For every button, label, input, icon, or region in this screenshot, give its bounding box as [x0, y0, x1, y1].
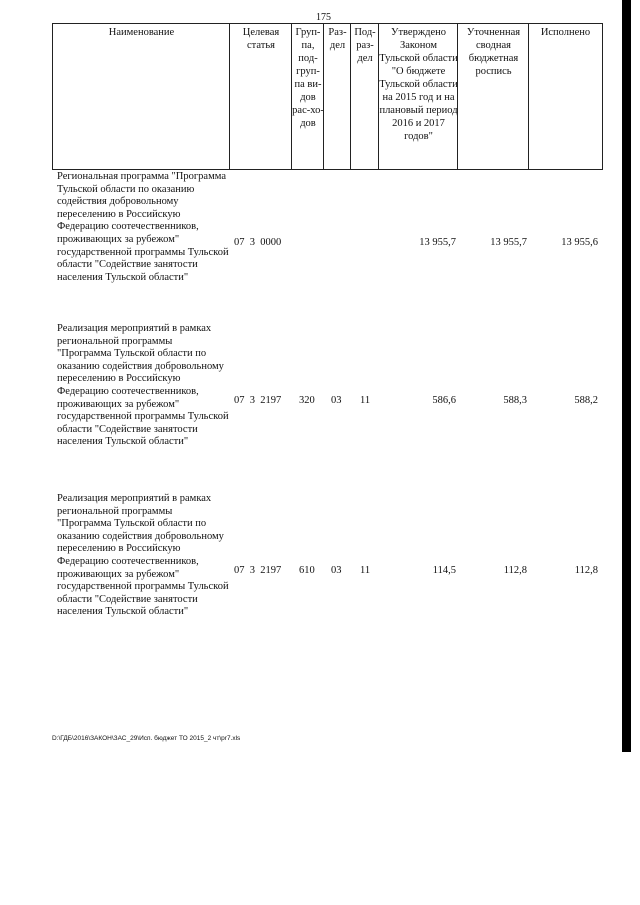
header-group: Груп-па, под-груп-па ви-дов рас-хо-дов — [291, 23, 324, 170]
row-name: Региональная программа "Программа Тульской области по оказанию содействия добровольному переселению в Российскую Федерацию соотечественников, проживающих за рубежом" государственной программы Тульской области "Содействие занятости населения Тульской области" — [57, 171, 229, 283]
row-group: 610 — [299, 565, 315, 576]
header-name: Наименование — [52, 23, 230, 170]
row-target-article: 07 3 0000 — [234, 237, 282, 248]
row-approved: 114,5 — [432, 565, 456, 576]
row-refined: 112,8 — [503, 565, 527, 576]
header-refined-line: Уточненная — [466, 27, 521, 38]
row-target-article: 07 3 2197 — [234, 565, 282, 576]
footer-file-path: D:\ГДБ\2016\ЗАКОН\ЗАС_29\Исп. бюджет ТО 2015_2 чт\pr7.xls — [52, 735, 241, 742]
row-executed: 13 955,6 — [561, 237, 598, 248]
scan-edge-bar — [622, 0, 631, 752]
row-name: Реализация мероприятий в рамках региональной программы "Программа Тульской области по оказанию содействия добровольному переселению в Российскую Федерацию соотечественников, проживающих за рубежом" государственной программы Тульской области "Содействие занятости населения Тульской области" — [57, 493, 229, 618]
row-target-article: 07 3 2197 — [234, 395, 282, 406]
row-refined: 588,3 — [503, 395, 527, 406]
header-target-article — [229, 23, 292, 170]
page-number: 175 — [316, 12, 331, 23]
row-subsection: 11 — [360, 565, 371, 576]
row-approved: 586,6 — [432, 395, 456, 406]
header-section: Раз-дел — [323, 23, 351, 170]
header-executed: Исполнено — [528, 23, 603, 170]
header-target-article-line: статья — [247, 40, 275, 51]
header-subsection: Под-раз-дел — [350, 23, 379, 170]
header-approved: Утверждено Законом Тульской области "О бюджете Тульской области на 2015 год и на плановый период 2016 и 2017 годов" — [378, 23, 458, 170]
row-refined: 13 955,7 — [490, 237, 527, 248]
row-group: 320 — [299, 395, 315, 406]
header-refined-line: роспись — [475, 66, 512, 77]
header-refined-line: бюджетная — [468, 53, 519, 64]
row-executed: 112,8 — [574, 565, 598, 576]
row-section: 03 — [331, 395, 342, 406]
row-name: Реализация мероприятий в рамках региональной программы "Программа Тульской области по оказанию содействия добровольному переселению в Российскую Федерацию соотечественников, проживающих за рубежом" государственной программы Тульской области "Содействие занятости населения Тульской области" — [57, 323, 229, 448]
row-section: 03 — [331, 565, 342, 576]
row-subsection: 11 — [360, 395, 371, 406]
header-target-article-line: Целевая — [242, 27, 280, 38]
row-approved: 13 955,7 — [419, 237, 456, 248]
header-refined-line: сводная — [476, 40, 511, 51]
row-executed: 588,2 — [574, 395, 598, 406]
header-refined — [457, 23, 529, 170]
